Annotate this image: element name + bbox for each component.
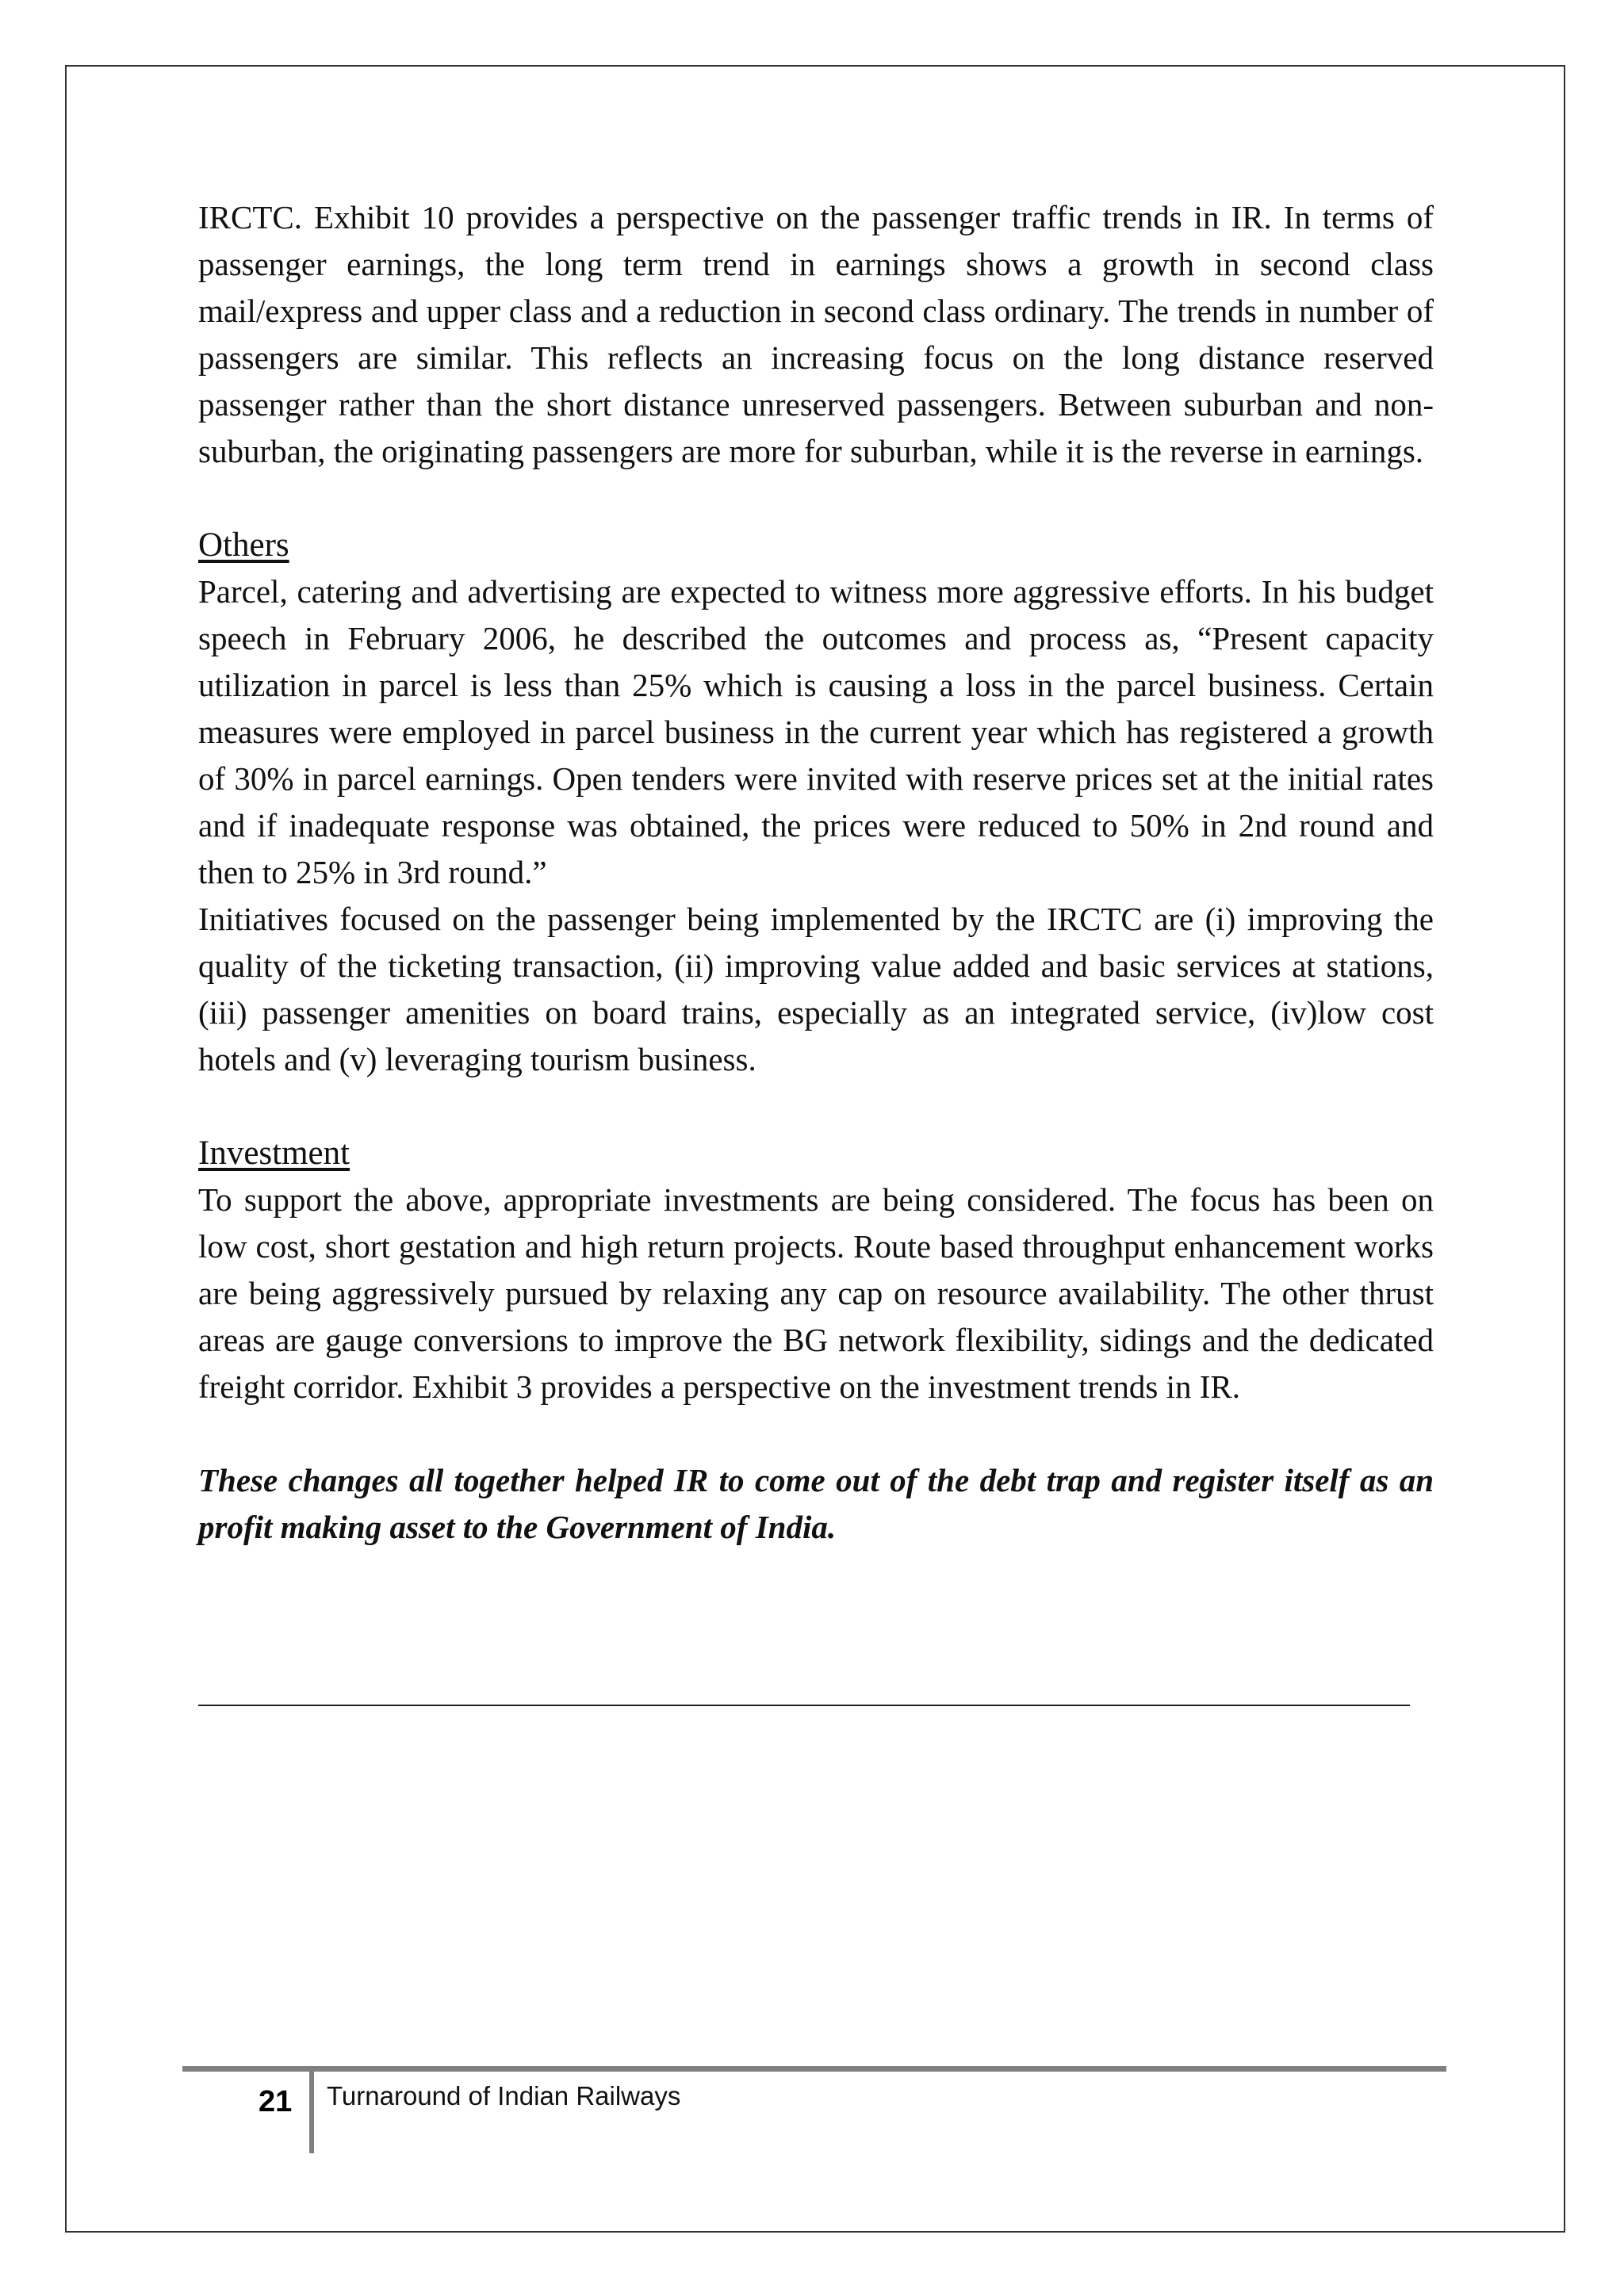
paragraph-conclusion: These changes all together helped IR to come out of the debt trap and register itself as an profit making asset to the Government of India. [198, 1462, 1434, 1545]
page-number: 21 [259, 2085, 293, 2118]
paragraph-parcel: Parcel, catering and advertising are expected to witness more aggressive efforts. In his budget speech in February 2006, he described the outcomes and process as, “Present capacity utilization in parcel is less than 25% which is causing a loss in the parcel business. Certain measures were employed in parcel business in the current year which has registered a growth of 30% in parcel earnings. Open tenders were invited with reserve prices set at the initial rates and if inadequate response was obtained, the prices were reduced to 50% in 2nd round and then to 25% in 3rd round.” [198, 573, 1434, 890]
paragraph-gap [198, 475, 1434, 522]
paragraph-gap [198, 1083, 1434, 1130]
paragraph-investment: To support the above, appropriate investments are being considered. The focus has been on low cost, short gestation and high return projects. Route based throughput enhancement works are being aggressively pursued by relaxing any cap on resource availability. The other thrust areas are gauge conversions to improve the BG network flexibility, sidings and the dedicated freight corridor. Exhibit 3 provides a perspective on the investment trends in IR. [198, 1181, 1434, 1405]
paragraph-intro: IRCTC. Exhibit 10 provides a perspective on the passenger traffic trends in IR. In terms of passenger earnings, the long term trend in earnings shows a growth in second class mail/express and upper class and a reduction in second class ordinary. The trends in number of passengers are similar. This reflects an increasing focus on the long distance reserved passenger rather than the short distance unreserved passengers. Between suburban and non-suburban, the originating passengers are more for suburban, while it is the reverse in earnings. [198, 199, 1434, 469]
section-heading-investment: Investment [198, 1135, 350, 1172]
paragraph-initiatives: Initiatives focused on the passenger being implemented by the IRCTC are (i) improving the quality of the ticketing transaction, (ii) improving value added and basic services at stations, (iii) passenger amenities on board trains, especially as an integrated service, (iv)low cost hotels and (v) leveraging tourism business. [198, 901, 1434, 1077]
section-end-rule [198, 1705, 1410, 1706]
footer-divider [309, 2066, 314, 2153]
footer-title: Turnaround of Indian Railways [327, 2081, 681, 2110]
document-body [198, 194, 1434, 1551]
paragraph-gap [198, 1410, 1434, 1457]
footer-rule [182, 2066, 1446, 2072]
section-heading-others: Others [198, 526, 289, 564]
